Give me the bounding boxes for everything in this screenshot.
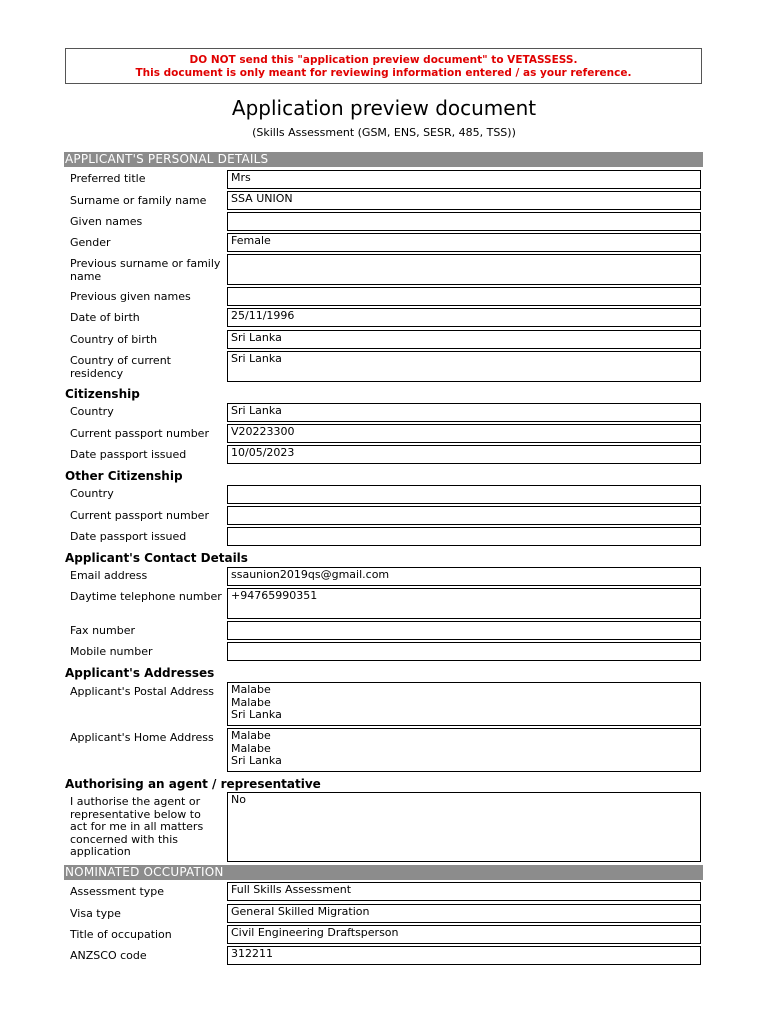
section-addresses: Applicant's Addresses [65,666,215,680]
warning-line-2: This document is only meant for reviewing information entered / as your reference. [135,67,632,79]
label-fax: Fax number [70,624,135,637]
label-gender: Gender [70,236,111,249]
field-daytime-phone: +94765990351 [227,588,701,619]
field-passport-number: V20223300 [227,424,701,443]
field-home-address: Malabe Malabe Sri Lanka [227,728,701,772]
field-date-of-birth: 25/11/1996 [227,308,701,327]
label-postal-address: Applicant's Postal Address [70,685,215,698]
label-other-passport-number: Current passport number [70,509,209,522]
label-passport-number: Current passport number [70,427,209,440]
label-citizenship-country: Country [70,405,114,418]
section-personal-details: APPLICANT'S PERSONAL DETAILS [64,152,703,167]
field-preferred-title: Mrs [227,170,701,189]
field-anzsco-code: 312211 [227,946,701,965]
field-previous-surname [227,254,701,285]
field-gender: Female [227,233,701,252]
field-surname: SSA UNION [227,191,701,210]
section-agent: Authorising an agent / representative [65,777,321,791]
label-other-country: Country [70,487,114,500]
field-postal-address: Malabe Malabe Sri Lanka [227,682,701,726]
field-fax [227,621,701,640]
field-visa-type: General Skilled Migration [227,904,701,923]
label-email: Email address [70,569,148,582]
label-authorise-agent: I authorise the agent or representative below to act for me in all matters concerned with this application [70,795,204,858]
field-passport-issued: 10/05/2023 [227,445,701,464]
field-email: ssaunion2019qs@gmail.com [227,567,701,586]
label-occupation-title: Title of occupation [70,928,172,941]
label-given-names: Given names [70,215,143,228]
warning-line-1: DO NOT send this "application preview document" to VETASSESS. [189,54,578,66]
page-title: Application preview document [231,96,537,120]
field-country-of-birth: Sri Lanka [227,330,701,349]
label-passport-issued: Date passport issued [70,448,187,461]
field-citizenship-country: Sri Lanka [227,403,701,422]
field-other-passport-issued [227,527,701,546]
field-authorise-agent: No [227,792,701,862]
section-contact-details: Applicant's Contact Details [65,551,248,565]
field-occupation-title: Civil Engineering Draftsperson [227,925,701,944]
warning-box [65,48,702,84]
label-home-address: Applicant's Home Address [70,731,214,744]
page-subtitle: (Skills Assessment (GSM, ENS, SESR, 485, TSS)) [252,126,516,139]
label-anzsco-code: ANZSCO code [70,949,147,962]
field-previous-given-names [227,287,701,306]
section-citizenship: Citizenship [65,387,140,401]
label-country-of-residency: Country of current residency [70,354,171,380]
field-country-of-residency: Sri Lanka [227,351,701,382]
section-nominated-occupation: NOMINATED OCCUPATION [64,865,703,880]
field-given-names [227,212,701,231]
label-previous-surname: Previous surname or family name [70,257,221,283]
field-assessment-type: Full Skills Assessment [227,882,701,901]
label-daytime-phone: Daytime telephone number [70,590,222,603]
label-mobile: Mobile number [70,645,153,658]
field-other-country [227,485,701,504]
label-other-passport-issued: Date passport issued [70,530,187,543]
label-assessment-type: Assessment type [70,885,165,898]
label-date-of-birth: Date of birth [70,311,140,324]
section-other-citizenship: Other Citizenship [65,469,183,483]
label-previous-given-names: Previous given names [70,290,191,303]
field-mobile [227,642,701,661]
label-country-of-birth: Country of birth [70,333,158,346]
field-other-passport-number [227,506,701,525]
label-visa-type: Visa type [70,907,121,920]
label-preferred-title: Preferred title [70,172,146,185]
label-surname: Surname or family name [70,194,207,207]
